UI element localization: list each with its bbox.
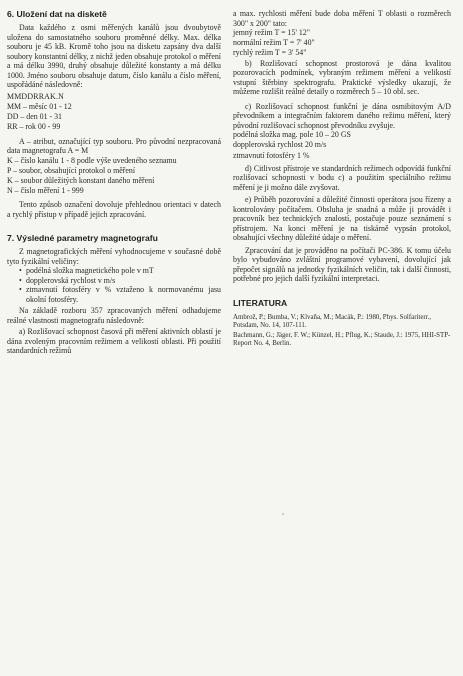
quantities-list xyxy=(7,266,221,304)
reference-2: Bachmann, G.; Jäger, F. W.; Künzel, H.; Pflug, K.; Staude, J.: 1975, HHI-STP-Report No. 4, Berlin. xyxy=(233,332,451,348)
filename-format: MMDDRRAK.N xyxy=(7,91,65,101)
limit-magnetic-field: podélná složka mag. pole 10 – 20 GS xyxy=(233,130,351,140)
definition-day: DD – den 01 - 31 xyxy=(7,112,63,122)
list-item: • dopplerovská rychlost v m/s xyxy=(19,276,221,286)
literature-heading: LITERATURA xyxy=(233,297,288,308)
limit-doppler: dopplerovská rychlost 20 m/s xyxy=(233,140,327,150)
mode-fast: rychlý režim T = 3' 54" xyxy=(233,48,307,58)
measurement-modes xyxy=(233,28,451,59)
section-6-heading: 6. Uložení dat na disketě xyxy=(7,9,107,19)
definition-measurement: N – číslo měření 1 - 999 xyxy=(7,186,84,196)
mode-fine: jemný režim T = 15' 12" xyxy=(233,28,310,37)
right-paragraph-c: c) Rozlišovací schopnost funkční je dána osmibitovým A/D převodníkem a integračním faktorem daného režimu měření, který původní rozlišovací schopnost převodníku zvyšuje. xyxy=(233,101,451,130)
attribute-definitions xyxy=(7,156,221,197)
left-column xyxy=(7,9,221,356)
mode-normal: normální režim T = 7' 40" xyxy=(233,38,315,48)
definition-protocol: P – soubor, obsahující protokol o měření xyxy=(7,165,136,175)
section-7-paragraph-1: Z magnetografických měření vyhodnocujeme v současné době tyto fyzikální veličiny: xyxy=(7,247,221,266)
right-paragraph-b: b) Rozlišovací schopnost prostorová je dána kvalitou pozorovacích podmínek, vybraným režimem měření a velikostí vstupní štěrbiny spektrografu. Praktické výsledky ukazují, že můžeme rozlišit reálné detaily o rozměrech 5 – 10 obl. sec. xyxy=(233,58,451,97)
right-paragraph-e: e) Průběh pozorování a důležité činnosti operátora jsou řízeny a kontrolovány počítačem. Obsluha je snadná a může ji provádět i pracovník bez technických znalostí, postačuje pouze seznámení s přístrojem. Na konci měření je na tiskárně vypsán protokol, obsahující všechny důležité údaje o měření. xyxy=(233,195,451,243)
section-7-heading: 7. Výsledné parametry magnetografu xyxy=(7,233,158,244)
page-speck xyxy=(282,513,284,515)
section-7-paragraph-3: a) Rozlišovací schopnost časová při měření aktivních oblastí je dána zvoleným pracovním režimem a velikostí oblasti. Při použití standardních režimů xyxy=(7,327,221,356)
reference-1: Ambrož, P.; Bumba, V.; Klvaňa, M.; Macák, P.: 1980, Phys. Solfariterr., Potsdam, No. 14, 107-111. xyxy=(233,313,432,329)
right-paragraph-processing: Zpracování dat je prováděno na počítači PC-386. K tomu účelu bylo vybudováno zvláštní programové vybavení, dovolující jak přepočet signálů na jednotky fyzikálních veličin, tak i další činnosti, potřebné pro jejich další fyzikální interpretaci. xyxy=(233,245,451,284)
section-6-paragraph-1: Data každého z osmi měřených kanálů jsou dvoubytově uložena do samostatného souboru proměnné délky. Max. délka souboru je 45 kB. Kromě toho jsou na disketu zapsány dva další soubory konstantní délky, z nichž jeden obsahuje protokol o měření a má délku 3990, druhý obsahuje důležité konstanty a má délku 1000. Jméno souboru obsahuje datum, číslo kanálu a číslo měření, uspořádáné následovně: xyxy=(7,23,221,89)
list-item: • ztmavnutí fotosféry v % vztaženo k normovanému jasu okolní fotosféry. xyxy=(19,285,221,304)
definition-channel: K – číslo kanálu 1 - 8 podle výše uvedeného seznamu xyxy=(7,155,177,165)
section-6-paragraph-3: Tento způsob označení dovoluje přehlednou orientaci v datech a rychlý přístup v případě jejich zpracování. xyxy=(7,200,221,219)
right-paragraph-d: d) Citlivost přístroje ve standardních režimech odpovídá funkční rozlišovací schopnosti v bodu c) a použitím speciálního režimu měření je ji možno dále zvyšovat. xyxy=(233,163,451,192)
definition-constants: K – soubor důležitých konstant daného měření xyxy=(7,176,155,186)
section-7-paragraph-2: Na základě rozboru 357 zpracovaných měření odhadujeme reálné vlastnosti magnetografu následovně: xyxy=(7,306,221,325)
filename-definitions xyxy=(7,102,221,133)
definition-year: RR – rok 00 - 99 xyxy=(7,122,61,132)
list-item: • podélná složka magnetického pole v mT xyxy=(19,266,221,276)
functional-limits xyxy=(233,130,451,161)
section-6-paragraph-2: A – atribut, označující typ souboru. Pro původní nezpracovaná data magnetografu A = M xyxy=(7,136,221,156)
right-column xyxy=(233,9,451,351)
limit-darkening: ztmavnutí fotosféry 1 % xyxy=(233,150,310,160)
right-paragraph-1: a max. rychlosti měření bude doba měření T oblasti o rozměrech 300" x 200" tato: xyxy=(233,9,451,28)
definition-month: MM – měsíc 01 - 12 xyxy=(7,102,72,111)
